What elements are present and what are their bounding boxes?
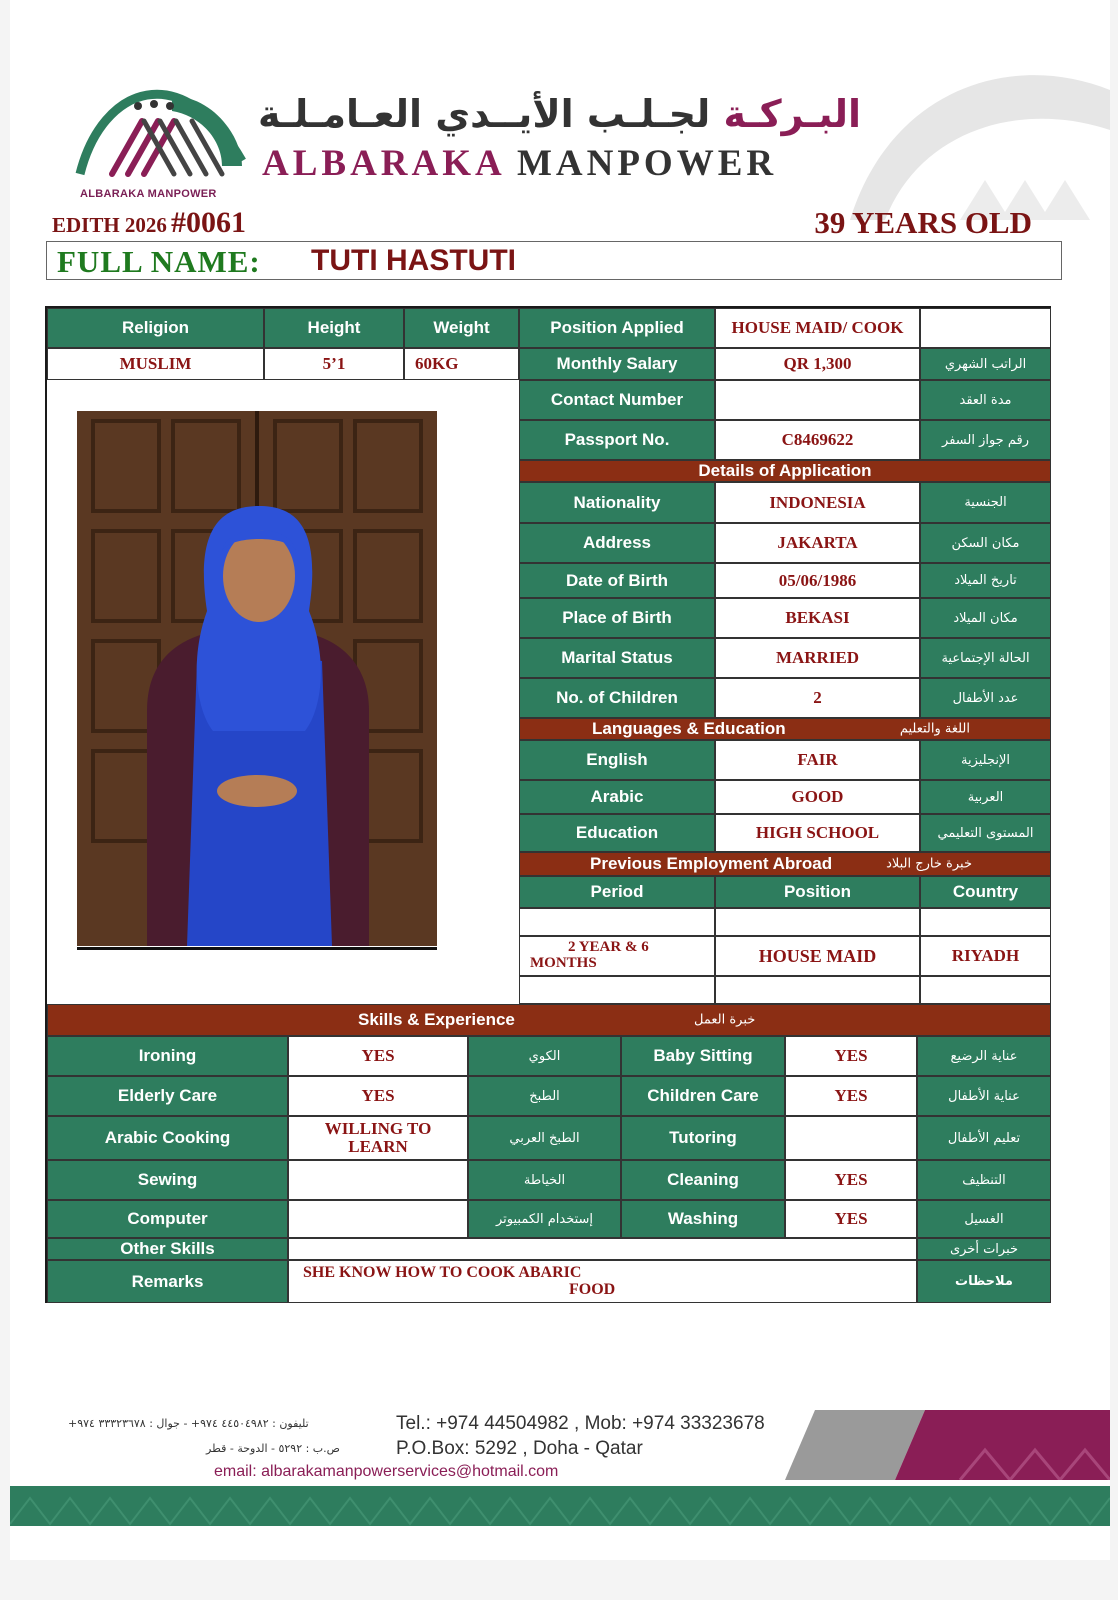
details-title: Details of Application (698, 461, 872, 480)
logo-caption: ALBARAKA MANPOWER (80, 188, 217, 200)
employment-empty-position-2 (715, 976, 920, 1004)
marital-label: Marital Status (519, 638, 715, 678)
ironing-arabic: الكوي (468, 1036, 621, 1076)
arabic-cooking-arabic: الطبخ العربي (468, 1116, 621, 1160)
weight-label: Weight (404, 308, 519, 348)
arabic-cooking-value: WILLING TO LEARN (288, 1116, 468, 1160)
english-label: English (519, 740, 715, 780)
brand-name-arabic: البـركـة لجـلـب الأيــدي العـامـلـة (258, 92, 862, 136)
other-skills-arabic: خبرات أخرى (917, 1238, 1051, 1260)
education-arabic: المستوى التعليمي (920, 814, 1051, 852)
sewing-value (288, 1160, 468, 1200)
address-arabic: مكان السكن (920, 523, 1051, 563)
dob-label: Date of Birth (519, 563, 715, 598)
arabic-cooking-label: Arabic Cooking (47, 1116, 288, 1160)
cleaning-label: Cleaning (621, 1160, 785, 1200)
tutoring-value (785, 1116, 917, 1160)
arabic-label: Arabic (519, 780, 715, 814)
english-value: FAIR (715, 740, 920, 780)
washing-arabic: الغسيل (917, 1200, 1051, 1238)
contact-value (715, 380, 920, 420)
english-arabic: الإنجليزية (920, 740, 1051, 780)
elderly-care-value: YES (288, 1076, 468, 1116)
elderly-care-label: Elderly Care (47, 1076, 288, 1116)
washing-value: YES (785, 1200, 917, 1238)
footer-bar (10, 1486, 1110, 1526)
computer-arabic: إستخدام الكمبيوتر (468, 1200, 621, 1238)
position-ar-blank (920, 308, 1051, 348)
arabic-value: GOOD (715, 780, 920, 814)
position-header: Position (715, 876, 920, 908)
skills-band (47, 1004, 1051, 1036)
marital-value: MARRIED (715, 638, 920, 678)
other-skills-value (288, 1238, 917, 1260)
languages-title-arabic: اللغة والتعليم (899, 721, 970, 737)
children-care-arabic: عناية الأطفال (917, 1076, 1051, 1116)
other-skills-label: Other Skills (47, 1238, 288, 1260)
employment-empty-country-2 (920, 976, 1051, 1004)
employment-title-arabic: خبرة خارج البلاد (886, 856, 972, 872)
period-header: Period (519, 876, 715, 908)
employment-empty-period (519, 908, 715, 936)
cv-table (45, 306, 1051, 1303)
passport-label: Passport No. (519, 420, 715, 460)
pob-value: BEKASI (715, 598, 920, 638)
children-care-value: YES (785, 1076, 917, 1116)
computer-value (288, 1200, 468, 1238)
sewing-label: Sewing (47, 1160, 288, 1200)
cv-sheet (10, 0, 1110, 1560)
cleaning-arabic: التنظيف (917, 1160, 1051, 1200)
full-name-value: TUTI HASTUTI (311, 244, 516, 277)
brand-name-english: ALBARAKA MANPOWER (262, 143, 778, 184)
nationality-arabic: الجنسية (920, 482, 1051, 523)
baby-sitting-arabic: عناية الرضيع (917, 1036, 1051, 1076)
phone-arabic: تليفون : ٤٤٥٠٤٩٨٢ ٩٧٤+ - جوال : ٣٣٣٢٣٦٧٨ ٩٧٤+ (68, 1417, 309, 1430)
remarks-value: SHE KNOW HOW TO COOK ABARIC FOOD (288, 1260, 917, 1303)
children-arabic: عدد الأطفال (920, 678, 1051, 718)
employment-country: RIYADH (920, 936, 1051, 976)
contact-label: Contact Number (519, 380, 715, 420)
cv-code: EDITH 2026 #0061 (52, 206, 246, 239)
age: 39 YEARS OLD (814, 205, 1032, 240)
candidate-photo (77, 411, 437, 946)
remarks-arabic: ملاحظات (917, 1260, 1051, 1303)
albaraka-logo (72, 66, 252, 206)
languages-title: Languages & Education (592, 719, 786, 738)
contact-arabic: مدة العقد (920, 380, 1051, 420)
watermark-logo (810, 30, 1110, 220)
pobox-english: P.O.Box: 5292 , Doha - Qatar (396, 1438, 643, 1459)
nationality-label: Nationality (519, 482, 715, 523)
baby-sitting-value: YES (785, 1036, 917, 1076)
details-band (519, 460, 1051, 482)
children-label: No. of Children (519, 678, 715, 718)
pob-arabic: مكان الميلاد (920, 598, 1051, 638)
elderly-care-arabic: الطبخ (468, 1076, 621, 1116)
employment-empty-position (715, 908, 920, 936)
employment-empty-country (920, 908, 1051, 936)
marital-arabic: الحالة الإجتماعية (920, 638, 1051, 678)
education-label: Education (519, 814, 715, 852)
footer-pattern (10, 1486, 1110, 1526)
dob-value: 05/06/1986 (715, 563, 920, 598)
phone-english: Tel.: +974 44504982 , Mob: +974 33323678 (396, 1413, 765, 1434)
dob-arabic: تاريخ الميلاد (920, 563, 1051, 598)
weight-value: 60KG (404, 348, 519, 380)
cleaning-value: YES (785, 1160, 917, 1200)
languages-band (519, 718, 1051, 740)
full-name-label: FULL NAME: (57, 244, 261, 279)
children-value: 2 (715, 678, 920, 718)
position-value: HOUSE MAID/ COOK (715, 308, 920, 348)
nationality-value: INDONESIA (715, 482, 920, 523)
country-header: Country (920, 876, 1051, 908)
salary-arabic: الراتب الشهري (920, 348, 1051, 380)
baby-sitting-label: Baby Sitting (621, 1036, 785, 1076)
employment-position: HOUSE MAID (715, 936, 920, 976)
computer-label: Computer (47, 1200, 288, 1238)
ironing-label: Ironing (47, 1036, 288, 1076)
email-link[interactable]: email: albarakamanpowerservices@hotmail.com (214, 1463, 559, 1480)
footer-decoration (785, 1410, 1110, 1480)
skills-title-arabic: خبرة العمل (694, 1012, 756, 1028)
photo-underline (77, 947, 437, 950)
address-value: JAKARTA (715, 523, 920, 563)
ironing-value: YES (288, 1036, 468, 1076)
education-value: HIGH SCHOOL (715, 814, 920, 852)
salary-value: QR 1,300 (715, 348, 920, 380)
sewing-arabic: الخياطة (468, 1160, 621, 1200)
remarks-label: Remarks (47, 1260, 288, 1303)
address-label: Address (519, 523, 715, 563)
skills-title: Skills & Experience (358, 1010, 515, 1029)
children-care-label: Children Care (621, 1076, 785, 1116)
position-label: Position Applied (519, 308, 715, 348)
religion-label: Religion (47, 308, 264, 348)
height-value: 5’1 (264, 348, 404, 380)
pob-label: Place of Birth (519, 598, 715, 638)
passport-arabic: رقم جواز السفر (920, 420, 1051, 460)
passport-value: C8469622 (715, 420, 920, 460)
employment-period: 2 YEAR & 6 MONTHS (519, 936, 715, 976)
arabic-arabic: العربية (920, 780, 1051, 814)
employment-title: Previous Employment Abroad (590, 854, 833, 873)
tutoring-label: Tutoring (621, 1116, 785, 1160)
tutoring-arabic: تعليم الأطفال (917, 1116, 1051, 1160)
height-label: Height (264, 308, 404, 348)
washing-label: Washing (621, 1200, 785, 1238)
full-name-box (46, 241, 1062, 280)
religion-value: MUSLIM (47, 348, 264, 380)
pobox-arabic: ص.ب : ٥٢٩٢ - الدوحة - قطر (206, 1442, 340, 1455)
employment-empty-period-2 (519, 976, 715, 1004)
employment-band (519, 852, 1051, 876)
salary-label: Monthly Salary (519, 348, 715, 380)
